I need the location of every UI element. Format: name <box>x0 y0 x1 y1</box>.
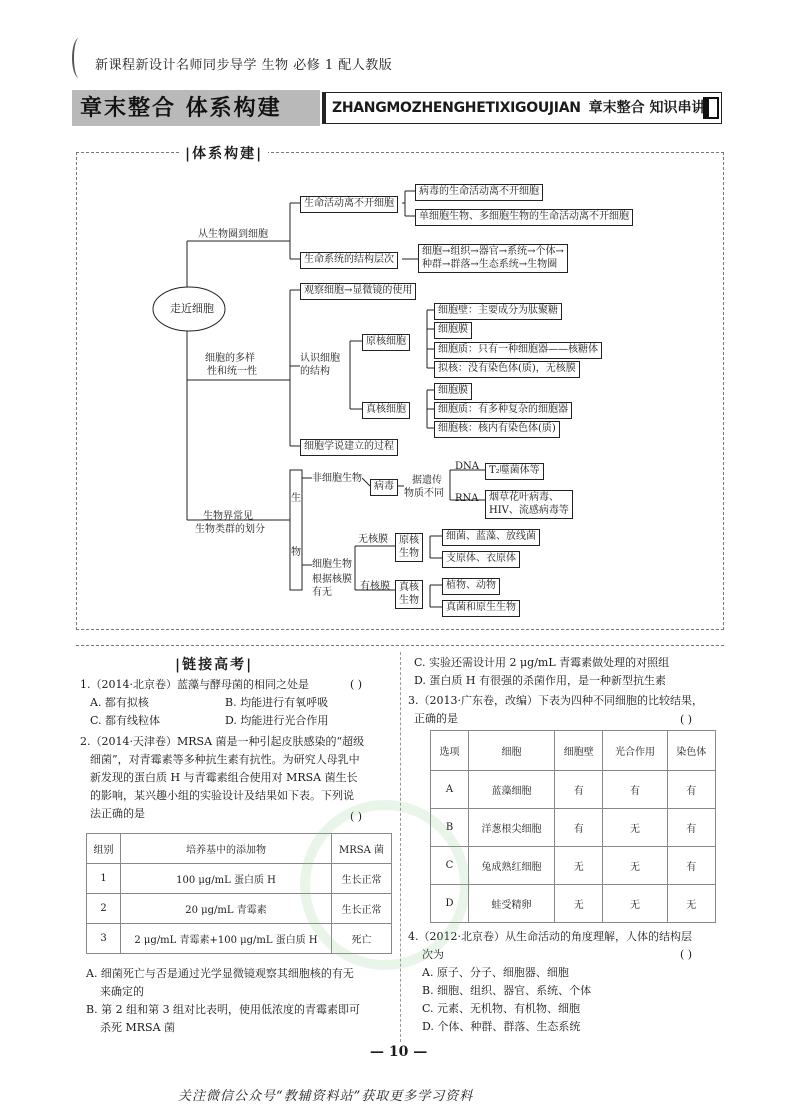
q3-header: 细胞壁 <box>555 731 603 771</box>
banner-pinyin: ZHANGMOZHENGHETIXIGOUJIAN <box>332 100 581 116</box>
q3-header: 染色体 <box>667 731 715 771</box>
leaf-pro-nucleoid: 拟核：没有染色体(质)，无核膜 <box>434 361 580 378</box>
q1-option-a: A. 都有拟核 <box>90 696 149 709</box>
q3-cell: 有 <box>555 809 603 847</box>
q3-cell: D <box>431 885 469 923</box>
node-cell-structure: 认识细胞 的结构 <box>300 353 340 377</box>
node-prokaryotic-cell: 原核细胞 <box>362 334 410 351</box>
q2-cell: 3 <box>87 924 121 954</box>
node-noncellular: 非细胞生物 <box>312 473 362 484</box>
q1-option-b: B. 均能进行有氧呼吸 <box>225 696 329 709</box>
q4-option-c: C. 元素、无机物、有机物、细胞 <box>422 1002 581 1015</box>
q3-cell: 无 <box>555 885 603 923</box>
q3-cell: 蛙受精卵 <box>469 885 555 923</box>
q1-stem: 1.（2014·北京卷）蓝藻与酵母菌的相同之处是 <box>80 678 309 691</box>
section-title-exam-links: |链接高考| <box>170 654 258 674</box>
q4-answer-bracket: ( ) <box>680 948 693 961</box>
q2-cell: 生长正常 <box>332 894 392 924</box>
label-dna: DNA <box>455 461 479 472</box>
node-life-needs-cell: 生命活动离不开细胞 <box>300 196 398 213</box>
q2-stem-line3: 新发现的蛋白质 H 与青霉素组合使用对 MRSA 菌生长 <box>90 771 358 784</box>
node-eukaryotic-cell: 真核细胞 <box>362 402 410 419</box>
q2-cell: 100 μg/mL 蛋白质 H <box>121 864 332 894</box>
q3-header: 光合作用 <box>603 731 667 771</box>
q2-header-group: 组别 <box>87 834 121 864</box>
q2-stem-line5: 法正确的是 <box>90 807 145 820</box>
q2-answer-bracket: ( ) <box>350 810 363 823</box>
leaf-rna-virus: 烟草花叶病毒、 HIV、流感病毒等 <box>485 490 573 519</box>
leaf-eu-membrane: 细胞膜 <box>434 383 472 400</box>
leaf-virus-needs-cell: 病毒的生命活动离不开细胞 <box>415 184 543 201</box>
q3-cell: 有 <box>603 771 667 809</box>
q3-cell: 洋葱根尖细胞 <box>469 809 555 847</box>
q2-option-c: C. 实验还需设计用 2 μg/mL 青霉素做处理的对照组 <box>414 656 670 669</box>
q3-table <box>430 730 716 923</box>
q3-stem-line1: 3.（2013·广东卷，改编）下表为四种不同细胞的比较结果， <box>408 694 703 707</box>
q3-header: 选项 <box>431 731 469 771</box>
q3-cell: 有 <box>667 847 715 885</box>
q3-cell: 无 <box>667 885 715 923</box>
leaf-plants-animals: 植物、动物 <box>442 578 500 595</box>
branch-cell-diversity: 细胞的多样 性和统一性 <box>205 353 257 377</box>
section-title-concept-map: |体系构建| <box>180 143 268 163</box>
leaf-dna-virus: T₂噬菌体等 <box>485 463 544 480</box>
q1-option-c: C. 都有线粒体 <box>90 714 161 727</box>
q3-cell: 有 <box>667 809 715 847</box>
leaf-eu-nucleus: 细胞核：核内有染色体(质) <box>434 421 560 438</box>
label-by-nuclear-membrane: 根据核膜 有无 <box>312 574 352 598</box>
q3-stem-line2: 正确的是 <box>414 712 458 725</box>
q2-option-b-line2: 杀死 MRSA 菌 <box>100 1021 176 1034</box>
q4-stem-line1: 4.（2012·北京卷）从生命活动的角度理解，人体的结构层 <box>408 930 692 943</box>
banner-subtitle-cn: 章末整合 知识串讲 <box>588 100 706 116</box>
label-no-nuclear-membrane: 无核膜 <box>358 534 388 545</box>
q2-option-a-line2: 来确定的 <box>100 985 144 998</box>
leaf-eu-cytoplasm: 细胞质：有多种复杂的细胞器 <box>434 402 572 419</box>
root-node: 走近细胞 <box>170 302 214 315</box>
q2-cell: 生长正常 <box>332 864 392 894</box>
q2-option-b-line1: B. 第 2 组和第 3 组对比表明，使用低浓度的青霉素即可 <box>86 1003 361 1016</box>
q3-cell: 无 <box>603 847 667 885</box>
q2-stem-line2: 细菌”，对青霉素等多种抗生素有抗性。为研究人母乳中 <box>90 753 360 766</box>
q2-stem-line1: 2.（2014·天津卷）MRSA 菌是一种引起皮肤感染的“超级 <box>80 735 365 748</box>
node-cellular: 细胞生物 <box>312 559 352 570</box>
banner-title: 章末整合 体系构建 <box>72 90 320 126</box>
q3-cell: 无 <box>555 847 603 885</box>
leaf-mycoplasma: 支原体、衣原体 <box>442 551 520 568</box>
q3-header: 细胞 <box>469 731 555 771</box>
q3-cell: 兔成熟红细胞 <box>469 847 555 885</box>
q3-cell: A <box>431 771 469 809</box>
q2-stem-line4: 的影响，某兴趣小组的实验设计及结果如下表。下列说 <box>90 789 354 802</box>
leaf-fungi-protists: 真菌和原生生物 <box>442 600 520 617</box>
label-rna: RNA <box>455 493 479 504</box>
watermark-logo <box>300 800 470 970</box>
q3-cell: 有 <box>555 771 603 809</box>
q2-cell: 死亡 <box>332 924 392 954</box>
q1-option-d: D. 均能进行光合作用 <box>225 714 329 727</box>
q2-header-mrsa: MRSA 菌 <box>332 834 392 864</box>
q2-option-a-line1: A. 细菌死亡与否是通过光学显微镜观察其细胞核的有无 <box>86 967 354 980</box>
q3-cell: B <box>431 809 469 847</box>
q3-cell: C <box>431 847 469 885</box>
q2-cell: 2 <box>87 894 121 924</box>
running-title: 新课程新设计名师同步导学 生物 必修 1 配人教版 <box>95 58 393 73</box>
q3-cell: 无 <box>603 885 667 923</box>
q3-cell: 有 <box>667 771 715 809</box>
node-cell-theory: 细胞学说建立的过程 <box>300 439 398 456</box>
page-number: — 10 — <box>370 1044 428 1060</box>
leaf-structure-levels: 细胞→组织→器官→系统→个体→ 种群→群落→生态系统→生物圈 <box>418 244 568 273</box>
node-life-system-levels: 生命系统的结构层次 <box>300 252 398 269</box>
q4-option-a: A. 原子、分子、细胞器、细胞 <box>422 966 569 979</box>
footer-note: 关注微信公众号“教辅资料站”获取更多学习资料 <box>178 1089 474 1104</box>
node-prokaryotes: 原核 生物 <box>395 533 423 562</box>
q4-stem-line2: 次为 <box>422 948 444 961</box>
label-by-genetic-material: 据遗传 物质不同 <box>404 475 444 499</box>
q3-cell: 蓝藻细胞 <box>469 771 555 809</box>
q2-cell: 20 μg/mL 青霉素 <box>121 894 332 924</box>
q3-answer-bracket: ( ) <box>680 713 693 726</box>
leaf-bacteria: 细菌、蓝藻、放线菌 <box>442 529 540 546</box>
q4-option-d: D. 个体、种群、群落、生态系统 <box>422 1020 581 1033</box>
q2-header-additive: 培养基中的添加物 <box>121 834 332 864</box>
branch-biosphere-to-cell: 从生物圈到细胞 <box>198 229 268 240</box>
node-organisms-bottom: 物 <box>291 547 301 558</box>
node-organisms-top: 生 <box>291 493 301 504</box>
leaf-pro-membrane: 细胞膜 <box>434 322 472 339</box>
branch-organism-groups: 生物界常见 生物类群的划分 <box>195 511 265 535</box>
q2-cell: 2 μg/mL 青霉素+100 μg/mL 蛋白质 H <box>121 924 332 954</box>
q2-cell: 1 <box>87 864 121 894</box>
leaf-organisms-need-cell: 单细胞生物、多细胞生物的生命活动离不开细胞 <box>415 209 633 226</box>
leaf-pro-cytoplasm: 细胞质：只有一种细胞器——核糖体 <box>434 342 602 359</box>
q3-cell: 无 <box>603 809 667 847</box>
node-eukaryotes: 真核 生物 <box>395 580 423 609</box>
node-observe-cells: 观察细胞→显微镜的使用 <box>300 283 416 300</box>
node-virus: 病毒 <box>370 479 398 496</box>
label-has-nuclear-membrane: 有核膜 <box>360 581 390 592</box>
q2-option-d: D. 蛋白质 H 有很强的杀菌作用，是一种新型抗生素 <box>414 674 667 687</box>
q1-answer-bracket: ( ) <box>350 678 363 691</box>
leaf-pro-cell-wall: 细胞壁：主要成分为肽聚糖 <box>434 303 562 320</box>
q4-option-b: B. 细胞、组织、器官、系统、个体 <box>422 984 592 997</box>
